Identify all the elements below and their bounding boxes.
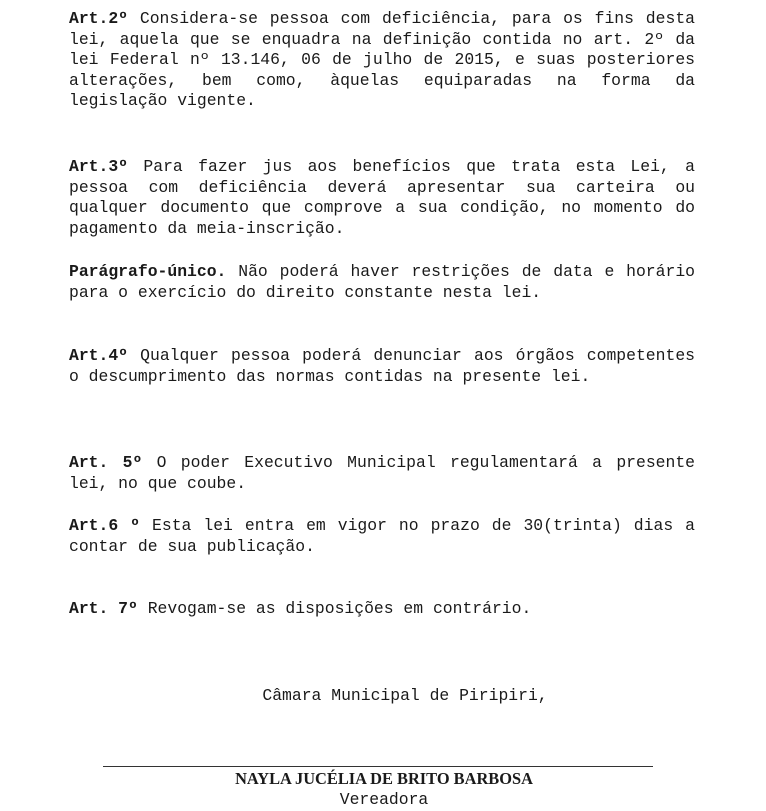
article-3-heading: Art.3º	[69, 157, 129, 176]
article-6	[69, 516, 695, 557]
closing-line: Câmara Municipal de Piripiri,	[262, 686, 548, 705]
article-6-heading: Art.6 º	[69, 516, 141, 535]
signature-line	[103, 766, 653, 767]
article-2-heading: Art.2º	[69, 9, 129, 28]
signatory-name: NAYLA JUCÉLIA DE BRITO BARBOSA	[235, 769, 533, 788]
article-4	[69, 346, 695, 387]
article-5-heading: Art. 5º	[69, 453, 143, 472]
article-3-text: Para fazer jus aos benefícios que trata esta Lei, a pessoa com deficiência deverá apresentar sua carteira ou qualquer documento que comprove a sua condição, no momento do pagamento da meia-inscrição.	[69, 157, 695, 238]
paragrafo-unico	[69, 262, 695, 303]
article-2	[69, 9, 695, 112]
article-4-heading: Art.4º	[69, 346, 129, 365]
article-7-text: Revogam-se as disposições em contrário.	[137, 599, 532, 618]
article-4-text: Qualquer pessoa poderá denunciar aos órgãos competentes o descumprimento das normas contidas na presente lei.	[69, 346, 695, 386]
paragrafo-unico-text: Não poderá haver restrições de data e horário para o exercício do direito constante nesta lei.	[69, 262, 695, 302]
article-7-heading: Art. 7º	[69, 599, 138, 618]
article-6-text: Esta lei entra em vigor no prazo de 30(trinta) dias a contar de sua publicação.	[69, 516, 695, 556]
article-7	[69, 599, 695, 620]
article-5	[69, 453, 695, 494]
article-3	[69, 157, 695, 239]
signatory-role: Vereadora	[339, 790, 429, 809]
article-2-text: Considera-se pessoa com deficiência, para os fins desta lei, aquela que se enquadra na definição contida no art. 2º da lei Federal nº 13.146, 06 de julho de 2015, e suas posteriores alterações, bem como, àquelas equiparadas na forma da legislação vigente.	[69, 9, 695, 110]
article-5-text: O poder Executivo Municipal regulamentará a presente lei, no que coube.	[69, 453, 696, 493]
paragrafo-unico-heading: Parágrafo-único.	[69, 262, 227, 281]
